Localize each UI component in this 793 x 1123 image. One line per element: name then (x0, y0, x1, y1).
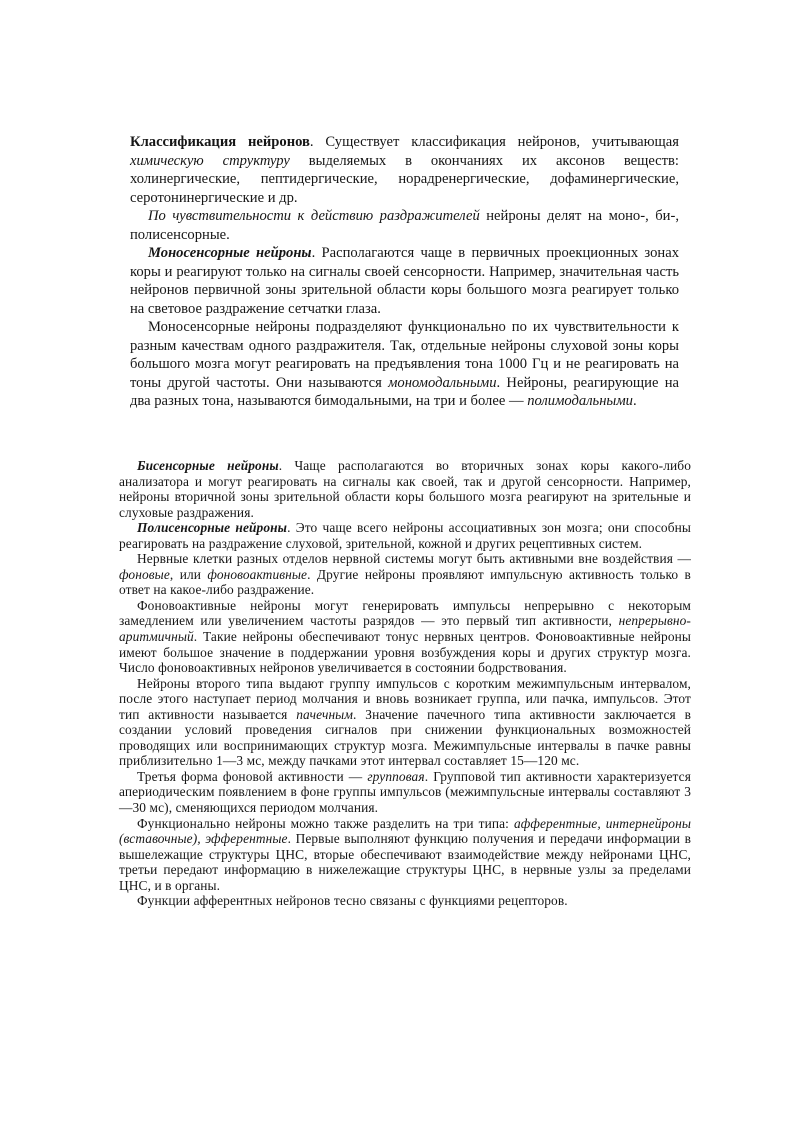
paragraph-polysensory: Полисенсорные нейроны. Это чаще всего нейроны ассоциативных зон мозга; они способны реагировать на раздражение слуховой, зрительной, кожной и других рецептивных систем. (119, 520, 691, 551)
heading-polysensory: Полисенсорные нейроны (137, 520, 288, 536)
paragraph-functional-types: Функционально нейроны можно также разделить на три типа: афферентные, интернейроны (вставочные), эфферентные. Первые выполняют функцию получения и передачи информации в вышележащие структуры ЦНС, вторые обеспечивают взаимодействие между нейронами ЦНС, третьи передают информацию в нижележащие структуры ЦНС, в нервные узлы за пределами ЦНС, и в органы. (119, 815, 691, 893)
paragraph-afferent-functions: Функции афферентных нейронов тесно связаны с функциями рецепторов. (137, 893, 568, 909)
text-block-sensory-activity (119, 458, 691, 909)
paragraph-bisensory: Бисенсорные нейроны. Чаще располагаются во вторичных зонах коры какого-либо анализатора и могут реагировать на сигналы как своей, так и другой сенсорности. Например, нейроны вторичной зоны зрительной области коры большого мозга реагируют на зрительные и слуховые раздражения. (119, 458, 691, 520)
paragraph-monomodal: Моносенсорные нейроны подразделяют функционально по их чувствительности к разным качествам одного раздражителя. Так, отдельные нейроны слуховой зоны коры большого мозга могут реагировать на предъявления тона 1000 Гц и не реагировать на тоны другой частоты. Они называются мономодальными. Нейроны, реагирующие на два разных тона, называются бимодальными, на три и более — полимодальными. (130, 319, 679, 409)
paragraph-group-type: Третья форма фоновой активности — групповая. Групповой тип активности характеризуется апериодическим появлением в фоне группы импульсов (межимпульсные интервалы составляют 3—30 мс), сменяющихся периодом молчания. (119, 768, 691, 816)
paragraph-chemical-classification: Классификация нейронов. Существует классификация нейронов, учитывающая химическую структуру выделяемых в окончаниях их аксонов веществ: холинергические, пептидергические, норадренергические, дофаминергические, серотонинергические и др. (130, 134, 679, 206)
paragraph-continuous-arrhythmic: Фоновоактивные нейроны могут генерировать импульсы непрерывно с некоторым замедлением или увеличением частоты разрядов — это первый тип активности, непрерывно-аритмичный. Такие нейроны обеспечивают тонус нервных центров. Фоновоактивные нейроны имеют большое значение в поддержании уровня возбуждения коры и других структур мозга. Число фоновоактивных нейронов увеличивается в состоянии бодрствования. (119, 597, 691, 676)
paragraph-sensitivity: По чувствительности к действию раздражителей нейроны делят на моно-, би-, полисенсорные. (130, 208, 679, 243)
paragraph-background-activity: Нервные клетки разных отделов нервной системы могут быть активными вне воздействия — фоновые, или фоновоактивные. Другие нейроны проявляют импульсную активность только в ответ на какое-либо раздражение. (119, 551, 691, 598)
heading-neuron-classification: Классификация нейронов (130, 134, 310, 150)
paragraph-burst-type: Нейроны второго типа выдают группу импульсов с коротким межимпульсным интервалом, после этого наступает период молчания и вновь возникает группа, или пачка, импульсов. Этот тип активности называется пачечным. Значение пачечного типа активности заключается в создании условий проведения сигналов при снижении функциональных возможностей проводящих или воспринимающих структур мозга. Межимпульсные интервалы в пачке равны приблизительно 1—3 мс, между пачками этот интервал составляет 15—120 мс. (119, 675, 691, 769)
paragraph-monosensory: Моносенсорные нейроны. Располагаются чаще в первичных проекционных зонах коры и реагируют только на сигналы своей сенсорности. Например, значительная часть нейронов первичной зоны зрительной области коры большого мозга реагирует только на световое раздражение сетчатки глаза. (130, 245, 679, 317)
heading-bisensory: Бисенсорные нейроны (137, 458, 279, 473)
heading-monosensory: Моносенсорные нейроны (148, 245, 312, 261)
text-block-neuron-classification (130, 133, 679, 411)
